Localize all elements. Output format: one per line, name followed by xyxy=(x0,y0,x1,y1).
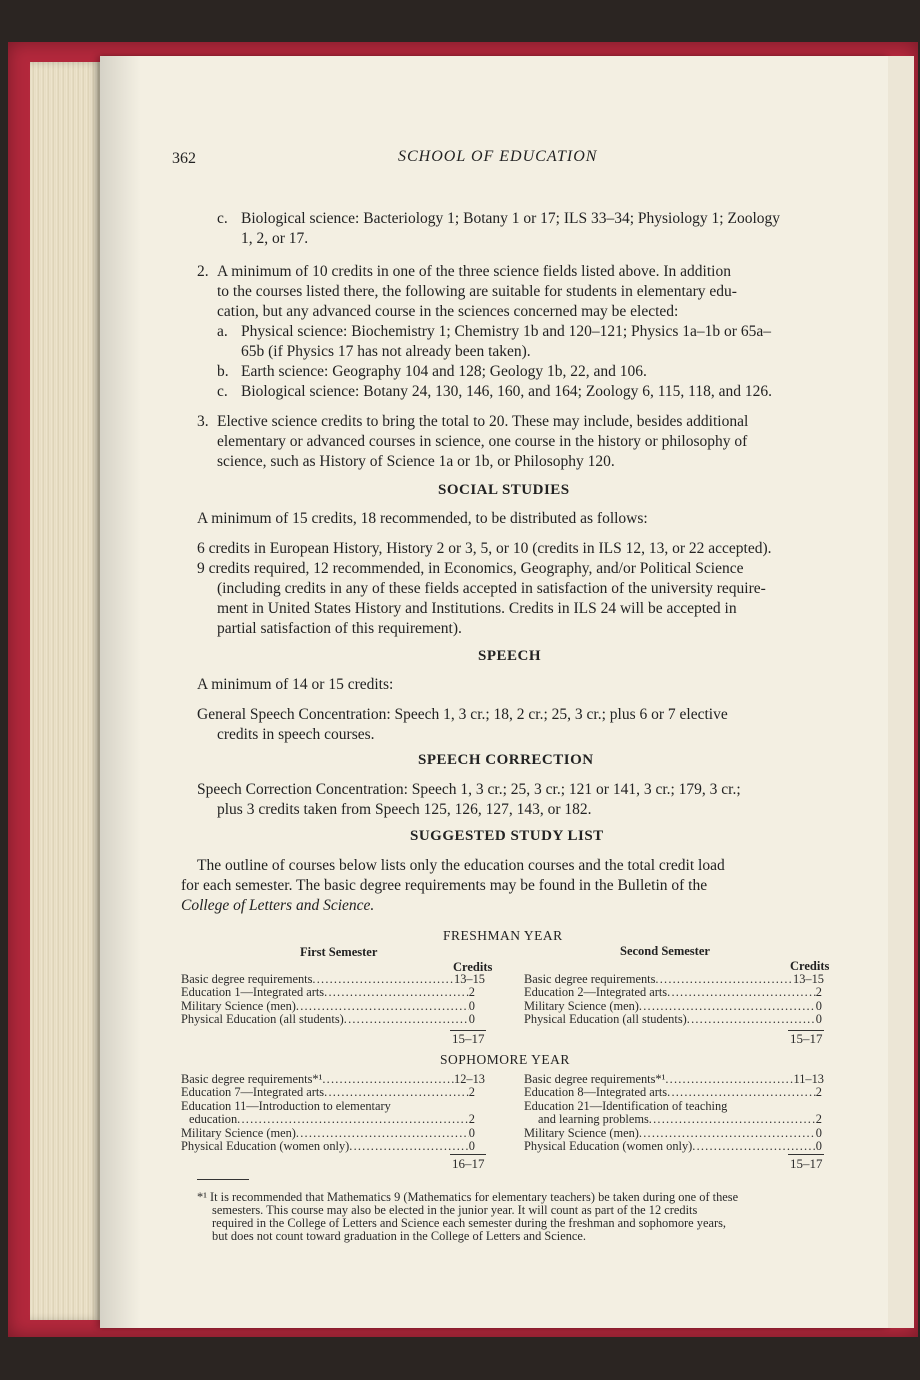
course-credits: 0 xyxy=(468,1013,475,1027)
course-row xyxy=(524,973,824,986)
item-a-line: 65b (if Physics 17 has not already been taken). xyxy=(241,343,531,360)
course-name: Military Science (men) xyxy=(181,1126,296,1140)
course-credits: 0 xyxy=(468,999,475,1013)
footnote-line: required in the College of Letters and Science each semester during the freshman and sophomore years, xyxy=(212,1216,727,1230)
footnote-rule xyxy=(197,1179,249,1180)
course-name: Education 7—Integrated arts xyxy=(181,1086,325,1100)
course-name: Education 21—Identification of teaching xyxy=(524,1099,728,1113)
course-name: Physical Education (all students) xyxy=(181,1013,344,1027)
first-semester-heading: First Semester xyxy=(300,945,378,959)
speech-lead: A minimum of 14 or 15 credits: xyxy=(197,676,394,693)
course-name: and learning problems xyxy=(538,1113,649,1127)
item-2-line: to the courses listed there, the following are suitable for students in elementary edu- xyxy=(217,283,737,300)
course-row xyxy=(181,1086,485,1099)
course-credits: 2 xyxy=(468,1113,475,1127)
item-a-line: Physical science: Biochemistry 1; Chemistry 1b and 120–121; Physics 1a–1b or 65a– xyxy=(241,323,771,340)
course-name: Military Science (men) xyxy=(524,1126,639,1140)
course-credits: 2 xyxy=(815,1113,822,1127)
item-c-label: c. xyxy=(217,210,228,227)
course-name: Military Science (men) xyxy=(181,999,296,1013)
course-row xyxy=(181,1000,485,1013)
course-row xyxy=(524,986,824,999)
freshman-year-title: FRESHMAN YEAR xyxy=(443,928,563,943)
course-name: education xyxy=(189,1113,238,1127)
item-b-label: b. xyxy=(217,363,229,380)
course-row xyxy=(181,1013,485,1026)
speech-correction-heading: SPEECH CORRECTION xyxy=(418,752,594,768)
course-credits: 11–13 xyxy=(793,1073,824,1086)
course-row xyxy=(524,1100,824,1113)
course-row xyxy=(181,1073,485,1086)
social-studies-line: 9 credits required, 12 recommended, in Economics, Geography, and/or Political Science xyxy=(197,560,744,577)
footnote-line: semesters. This course may also be elected in the junior year. It will count as part of the 12 credits xyxy=(212,1203,698,1217)
course-name: Basic degree requirements*¹ xyxy=(524,1073,666,1086)
course-row xyxy=(181,1140,485,1153)
item-c2-label: c. xyxy=(217,383,228,400)
freshman-first-semester-list xyxy=(181,973,485,1027)
course-name: Basic degree requirements xyxy=(181,973,313,986)
course-name: Basic degree requirements xyxy=(524,973,656,986)
item-a-label: a. xyxy=(217,323,228,340)
course-credits: 0 xyxy=(468,1140,475,1154)
item-3-line: Elective science credits to bring the total to 20. These may include, besides additional xyxy=(217,413,749,430)
course-credits: 13–15 xyxy=(793,973,824,986)
credits-heading-second: Credits xyxy=(790,959,830,973)
course-credits: 2 xyxy=(815,986,822,1000)
course-name: Physical Education (women only) xyxy=(524,1140,693,1154)
page-number: 362 xyxy=(172,150,196,167)
course-credits: 0 xyxy=(815,1013,822,1027)
study-list-line: for each semester. The basic degree requirements may be found in the Bulletin of the xyxy=(181,877,708,894)
course-name: Education 8—Integrated arts xyxy=(524,1086,668,1100)
course-row xyxy=(181,973,485,986)
freshman-second-total: 15–17 xyxy=(790,1031,823,1046)
course-row xyxy=(181,986,485,999)
freshman-first-total: 15–17 xyxy=(452,1031,485,1046)
study-list-line: The outline of courses below lists only the education courses and the total credit load xyxy=(197,857,725,874)
item-c-line: Biological science: Bacteriology 1; Botany 1 or 17; ILS 33–34; Physiology 1; Zoology xyxy=(241,210,780,227)
item-3-label: 3. xyxy=(197,413,209,430)
item-3-line: elementary or advanced courses in science, one course in the history or philosophy of xyxy=(217,433,748,450)
course-name: Education 1—Integrated arts xyxy=(181,986,325,1000)
course-credits: 2 xyxy=(815,1086,822,1100)
social-studies-heading: SOCIAL STUDIES xyxy=(438,482,570,498)
sophomore-second-semester-list xyxy=(524,1073,824,1153)
item-c-line: 1, 2, or 17. xyxy=(241,230,309,247)
course-row xyxy=(181,1113,485,1126)
footnote-line: *¹ It is recommended that Mathematics 9 (Mathematics for elementary teachers) be taken during one of these xyxy=(197,1190,739,1204)
credits-heading-first: Credits xyxy=(453,960,493,974)
course-name: Education 11—Introduction to elementary xyxy=(181,1099,391,1113)
course-row xyxy=(524,1073,824,1086)
item-c2-line: Biological science: Botany 24, 130, 146, 160, and 164; Zoology 6, 115, 118, and 126. xyxy=(241,383,772,400)
running-head: SCHOOL OF EDUCATION xyxy=(398,148,598,165)
speech-line: credits in speech courses. xyxy=(217,726,375,743)
total-rule-first xyxy=(450,1154,486,1155)
course-name: Education 2—Integrated arts xyxy=(524,986,668,1000)
social-studies-line: ment in United States History and Institutions. Credits in ILS 24 will be accepted in xyxy=(217,600,737,617)
course-credits: 0 xyxy=(468,1126,475,1140)
speech-heading: SPEECH xyxy=(478,648,542,664)
course-row xyxy=(524,1013,824,1026)
sophomore-first-total: 16–17 xyxy=(452,1156,485,1171)
course-credits: 0 xyxy=(815,999,822,1013)
course-row xyxy=(524,1127,824,1140)
second-semester-heading: Second Semester xyxy=(620,944,710,958)
freshman-second-semester-list xyxy=(524,973,824,1027)
course-name: Physical Education (women only) xyxy=(181,1140,350,1154)
course-name: Basic degree requirements*¹ xyxy=(181,1073,323,1086)
item-2-line: cation, but any advanced course in the sciences concerned may be elected: xyxy=(217,303,679,320)
item-2-label: 2. xyxy=(197,263,209,280)
course-row xyxy=(181,1127,485,1140)
item-3-line: science, such as History of Science 1a or 1b, or Philosophy 120. xyxy=(217,453,615,470)
course-credits: 13–15 xyxy=(454,973,485,986)
social-studies-lead: A minimum of 15 credits, 18 recommended, to be distributed as follows: xyxy=(197,510,648,527)
speech-correction-line: plus 3 credits taken from Speech 125, 126, 127, 143, or 182. xyxy=(217,801,592,818)
course-row xyxy=(524,1000,824,1013)
course-name: Military Science (men) xyxy=(524,999,639,1013)
course-credits: 2 xyxy=(468,1086,475,1100)
course-row xyxy=(524,1113,824,1126)
speech-line: General Speech Concentration: Speech 1, 3 cr.; 18, 2 cr.; 25, 3 cr.; plus 6 or 7 elective xyxy=(197,706,728,723)
social-studies-line: (including credits in any of these fields accepted in satisfaction of the university require- xyxy=(217,580,766,597)
footnote-line: but does not count toward graduation in the College of Letters and Science. xyxy=(212,1229,587,1243)
course-name: Physical Education (all students) xyxy=(524,1013,687,1027)
study-list-line: College of Letters and Science. xyxy=(181,897,375,914)
course-credits: 2 xyxy=(468,986,475,1000)
course-credits: 0 xyxy=(815,1126,822,1140)
total-rule-second xyxy=(788,1154,824,1155)
speech-correction-line: Speech Correction Concentration: Speech 1, 3 cr.; 25, 3 cr.; 121 or 141, 3 cr.; 179, 3 cr.; xyxy=(197,781,741,798)
sophomore-second-total: 15–17 xyxy=(790,1156,823,1171)
social-studies-line: partial satisfaction of this requirement). xyxy=(217,620,462,637)
study-list-heading: SUGGESTED STUDY LIST xyxy=(410,828,604,844)
course-credits: 12–13 xyxy=(454,1073,485,1086)
course-row xyxy=(524,1140,824,1153)
page-edges xyxy=(30,62,102,1320)
course-row xyxy=(181,1100,485,1113)
item-b-line: Earth science: Geography 104 and 128; Geology 1b, 22, and 106. xyxy=(241,363,647,380)
social-studies-line: 6 credits in European History, History 2 or 3, 5, or 10 (credits in ILS 12, 13, or 22 accepted). xyxy=(197,540,772,557)
sophomore-year-title: SOPHOMORE YEAR xyxy=(440,1052,570,1067)
sophomore-first-semester-list xyxy=(181,1073,485,1153)
course-row xyxy=(524,1086,824,1099)
next-page-edge xyxy=(888,56,914,1328)
item-2-line: A minimum of 10 credits in one of the three science fields listed above. In addition xyxy=(217,263,731,280)
course-credits: 0 xyxy=(815,1140,822,1154)
